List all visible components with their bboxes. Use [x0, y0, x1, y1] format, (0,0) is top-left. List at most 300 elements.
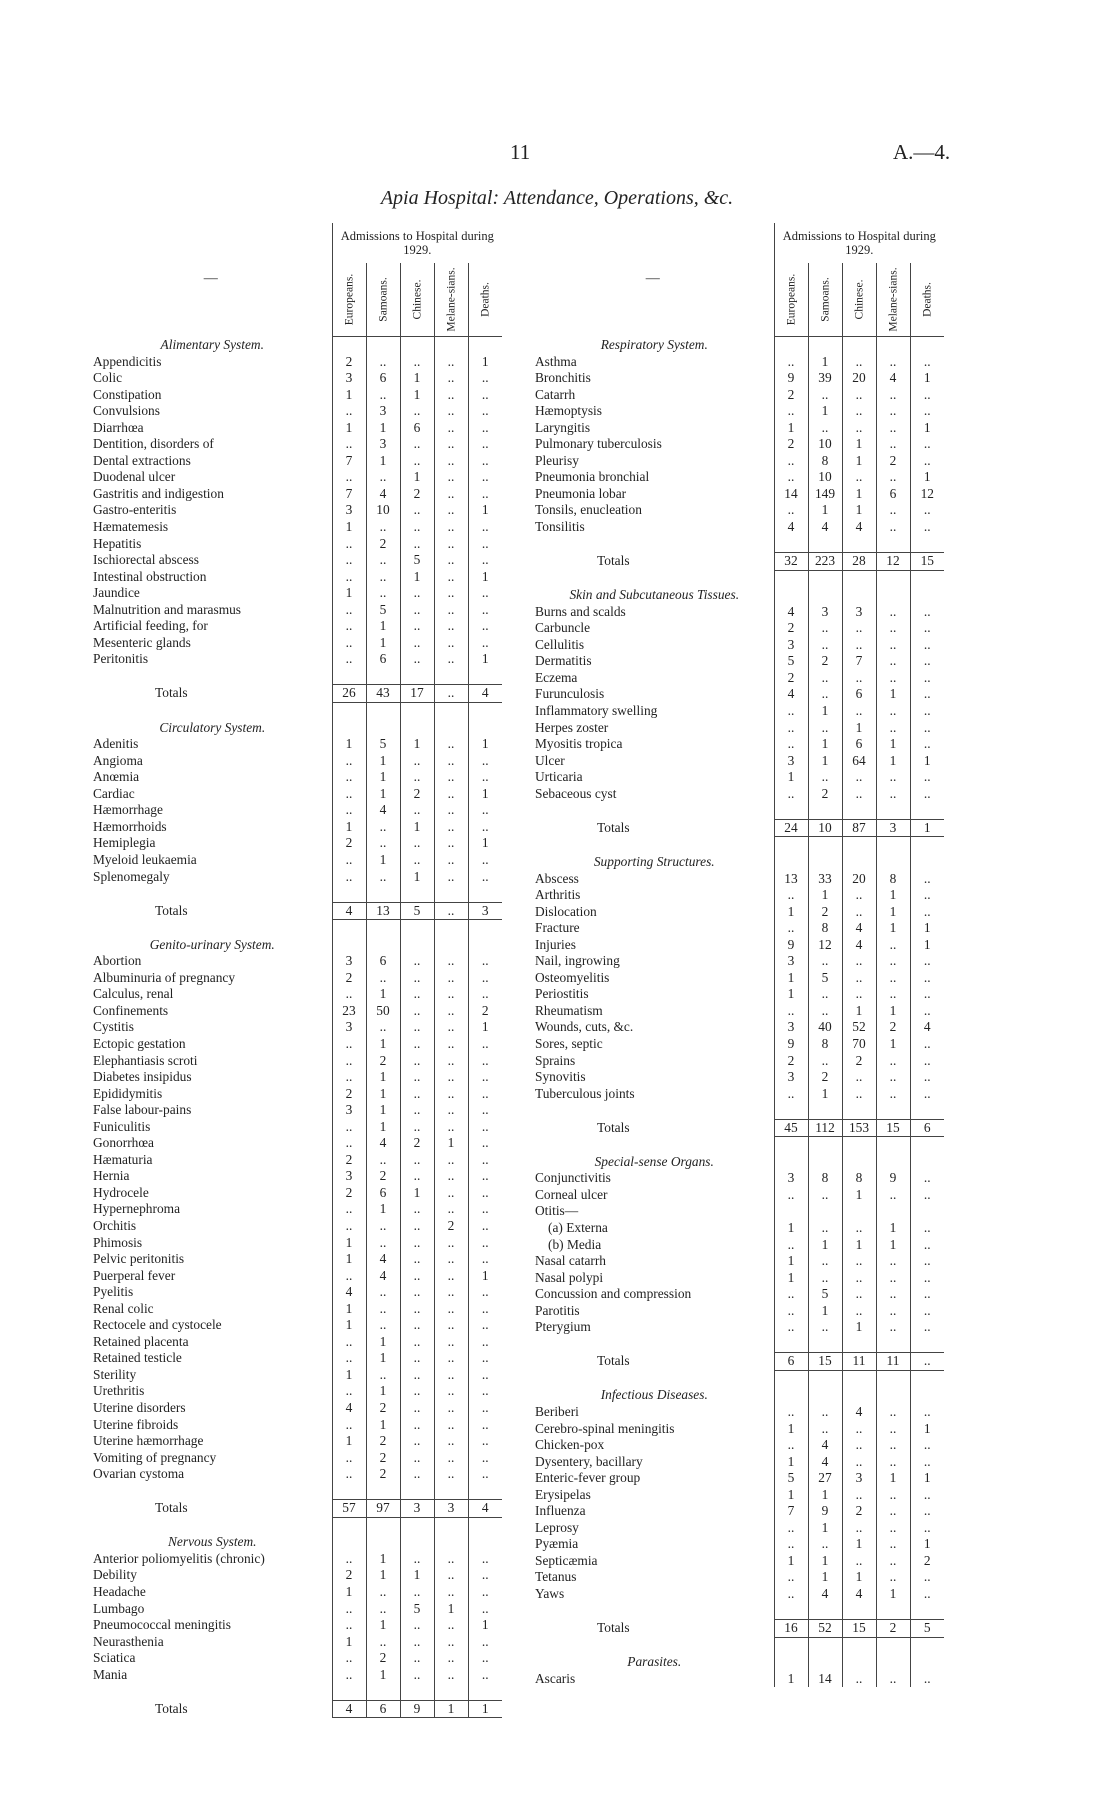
row-label: Splenomegaly [93, 868, 170, 884]
row-label: Hemiplegia [93, 835, 156, 851]
cell-value: 4 [366, 486, 400, 503]
cell-value [876, 1102, 910, 1119]
cell-value: .. [808, 1270, 842, 1287]
cell-value: .. [400, 1201, 434, 1218]
table-row [90, 1201, 502, 1218]
cell-value: .. [468, 602, 502, 619]
cell-value: 1 [332, 387, 366, 404]
cell-value: .. [842, 703, 876, 720]
cell-value: .. [332, 403, 366, 420]
cell-value: .. [400, 1251, 434, 1268]
cell-value: .. [910, 1586, 944, 1603]
cell-value: 15 [842, 1620, 876, 1638]
cell-value: 112 [808, 1119, 842, 1137]
cell-value: 20 [842, 370, 876, 387]
cell-value: 2 [774, 1053, 808, 1070]
cell-value: 4 [468, 685, 502, 703]
cell-value [400, 937, 434, 954]
cell-value: .. [400, 802, 434, 819]
cell-value: 1 [366, 1102, 400, 1119]
cell-value: .. [876, 354, 910, 371]
cell-value [434, 1534, 468, 1551]
cell-value: .. [910, 1187, 944, 1204]
cell-value [876, 1637, 910, 1654]
cell-value [774, 1387, 808, 1404]
cell-value: 13 [774, 871, 808, 888]
spacer-row [90, 1483, 502, 1500]
cell-value: .. [808, 686, 842, 703]
cell-value [910, 854, 944, 871]
section-heading [532, 337, 944, 354]
cell-value: .. [332, 1601, 366, 1618]
cell-value [774, 1654, 808, 1671]
cell-value: 4 [332, 1700, 366, 1718]
row-label: Peritonitis [93, 651, 149, 667]
cell-value: .. [332, 635, 366, 652]
cell-value: 1 [808, 1086, 842, 1103]
cell-value: .. [468, 769, 502, 786]
cell-value: 1 [400, 736, 434, 753]
cell-value: .. [332, 1218, 366, 1235]
cell-value [808, 1137, 842, 1154]
cell-value [842, 587, 876, 604]
cell-value: .. [910, 1237, 944, 1254]
table-row [90, 552, 502, 569]
cell-value: 16 [774, 1620, 808, 1638]
spacer-row [90, 1683, 502, 1700]
cell-value: .. [910, 1220, 944, 1237]
cell-value: .. [434, 403, 468, 420]
spacer-row [532, 1336, 944, 1353]
row-label: Asthma [535, 353, 577, 369]
totals-row [532, 1620, 944, 1638]
cell-value: .. [774, 703, 808, 720]
cell-value [808, 1154, 842, 1171]
cell-value: .. [468, 1317, 502, 1334]
cell-value: .. [434, 869, 468, 886]
cell-value: 9 [400, 1700, 434, 1718]
cell-value [910, 587, 944, 604]
row-label: Diabetes insipidus [93, 1069, 192, 1085]
cell-value [876, 1654, 910, 1671]
cell-value: 4 [774, 519, 808, 536]
cell-value: .. [774, 1569, 808, 1586]
cell-value: 6 [366, 953, 400, 970]
cell-value: .. [434, 469, 468, 486]
cell-value: 1 [876, 1470, 910, 1487]
cell-value: .. [842, 887, 876, 904]
cell-value: .. [876, 1454, 910, 1471]
cell-value: .. [434, 1634, 468, 1651]
spacer-row [90, 1517, 502, 1534]
cell-value: .. [910, 453, 944, 470]
totals-row [90, 1700, 502, 1718]
cell-value: .. [332, 651, 366, 668]
cell-value: .. [910, 786, 944, 803]
cell-value: 1 [876, 887, 910, 904]
cell-value: 20 [842, 871, 876, 888]
cell-value [468, 720, 502, 737]
cell-value: 1 [366, 769, 400, 786]
totals-row [90, 1500, 502, 1518]
cell-value: .. [366, 387, 400, 404]
cell-value [400, 1483, 434, 1500]
table-row [90, 1433, 502, 1450]
section-title: Respiratory System. [600, 336, 708, 352]
table-row [532, 1237, 944, 1254]
cell-value: .. [468, 1201, 502, 1218]
table-row [90, 1350, 502, 1367]
cell-value [876, 337, 910, 354]
cell-value: .. [434, 736, 468, 753]
table-row [90, 1185, 502, 1202]
cell-value: .. [842, 420, 876, 437]
cell-value: 9 [774, 370, 808, 387]
cell-value: 1 [910, 1421, 944, 1438]
cell-value: .. [434, 1069, 468, 1086]
row-label: Lumbago [93, 1600, 145, 1616]
cell-value: 2 [366, 1400, 400, 1417]
cell-value: .. [468, 1301, 502, 1318]
cell-value: .. [400, 403, 434, 420]
cell-value: .. [434, 1617, 468, 1634]
cell-value: .. [808, 1003, 842, 1020]
cell-value: .. [468, 1601, 502, 1618]
cell-value: 3 [332, 953, 366, 970]
cell-value [332, 885, 366, 902]
cell-value [876, 1370, 910, 1387]
cell-value: 7 [332, 453, 366, 470]
cell-value: .. [774, 887, 808, 904]
cell-value: .. [876, 953, 910, 970]
cell-value: .. [842, 970, 876, 987]
table-row [532, 920, 944, 937]
cell-value: 32 [774, 553, 808, 571]
table-row [532, 753, 944, 770]
table-row [532, 1019, 944, 1036]
cell-value: .. [332, 469, 366, 486]
spacer-row [532, 802, 944, 819]
cell-value: .. [400, 1367, 434, 1384]
cell-value: .. [400, 635, 434, 652]
cell-value: 2 [332, 354, 366, 371]
row-label: Rectocele and cystocele [93, 1317, 222, 1333]
cell-value: .. [842, 403, 876, 420]
table-row [90, 1135, 502, 1152]
cell-value: 1 [842, 720, 876, 737]
cell-value [808, 337, 842, 354]
col-deaths: Deaths. [468, 263, 502, 337]
cell-value [910, 802, 944, 819]
cell-value [774, 1154, 808, 1171]
cell-value: 2 [332, 1086, 366, 1103]
cell-value: .. [910, 1303, 944, 1320]
row-label: Osteomyelitis [535, 969, 610, 985]
cell-value: .. [468, 753, 502, 770]
cell-value: .. [400, 1466, 434, 1483]
cell-value: 2 [332, 1185, 366, 1202]
table-row [90, 387, 502, 404]
cell-value: .. [400, 502, 434, 519]
cell-value [842, 1336, 876, 1353]
cell-value: 1 [808, 1487, 842, 1504]
row-label: Gastritis and indigestion [93, 485, 224, 501]
cell-value: .. [910, 1003, 944, 1020]
table-row [532, 604, 944, 621]
cell-value: .. [910, 1404, 944, 1421]
cell-value: 12 [876, 553, 910, 571]
cell-value: 3 [400, 1500, 434, 1518]
cell-value: 1 [808, 1303, 842, 1320]
cell-value: .. [400, 1235, 434, 1252]
row-label: Dental extractions [93, 452, 191, 468]
row-label [90, 920, 332, 937]
cell-value [434, 937, 468, 954]
cell-value: .. [910, 436, 944, 453]
table-row [90, 1235, 502, 1252]
table-row [90, 1036, 502, 1053]
cell-value: .. [434, 1567, 468, 1584]
cell-value: 2 [774, 620, 808, 637]
cell-value: .. [808, 1187, 842, 1204]
cell-value [808, 1603, 842, 1620]
table-row [532, 1253, 944, 1270]
cell-value: .. [434, 420, 468, 437]
section-title: Nervous System. [167, 1534, 257, 1550]
cell-value [332, 937, 366, 954]
cell-value: .. [434, 1400, 468, 1417]
cell-value: 1 [366, 1350, 400, 1367]
section-title: Special-sense Organs. [594, 1153, 714, 1169]
cell-value: 26 [332, 685, 366, 703]
table-row [532, 1086, 944, 1103]
cell-value: 1 [332, 1251, 366, 1268]
row-label: Cellulitis [535, 636, 585, 652]
cell-value: .. [910, 887, 944, 904]
cell-value: 5 [774, 1470, 808, 1487]
row-label: Epididymitis [93, 1085, 163, 1101]
row-label: Renal colic [93, 1300, 154, 1316]
table-row [532, 502, 944, 519]
row-label [532, 837, 774, 854]
section-title: Genito-urinary System. [149, 936, 275, 952]
table-row [90, 1551, 502, 1568]
row-label: Uterine fibroids [93, 1416, 179, 1432]
cell-value: 1 [774, 904, 808, 921]
cell-value [910, 337, 944, 354]
cell-value: .. [332, 1450, 366, 1467]
cell-value [910, 1203, 944, 1220]
cell-value: .. [434, 1152, 468, 1169]
table-row [532, 1404, 944, 1421]
row-label: Ulcer [535, 752, 565, 768]
cell-value: 1 [366, 1201, 400, 1218]
cell-value: .. [876, 1421, 910, 1438]
cell-value [332, 720, 366, 737]
cell-value: 1 [842, 1536, 876, 1553]
cell-value: 1 [808, 354, 842, 371]
cell-value: 1 [332, 819, 366, 836]
cell-value: .. [876, 502, 910, 519]
cell-value [400, 885, 434, 902]
cell-value: .. [400, 769, 434, 786]
cell-value: .. [400, 1400, 434, 1417]
cell-value: .. [366, 1601, 400, 1618]
table-row [532, 1553, 944, 1570]
row-label: Arthritis [535, 887, 581, 903]
cell-value: .. [910, 387, 944, 404]
spacer-row [532, 536, 944, 553]
cell-value: .. [876, 1069, 910, 1086]
cell-value: .. [400, 585, 434, 602]
table-row [90, 1383, 502, 1400]
table-row [90, 1086, 502, 1103]
table-row [90, 1450, 502, 1467]
row-label: Angioma [93, 752, 143, 768]
cell-value: 12 [808, 937, 842, 954]
cell-value: 2 [332, 1567, 366, 1584]
cell-value: 1 [366, 1383, 400, 1400]
table-row [532, 1470, 944, 1487]
cell-value: .. [910, 670, 944, 687]
cell-value [842, 570, 876, 587]
cell-value [332, 668, 366, 685]
cell-value: .. [332, 1417, 366, 1434]
cell-value: .. [910, 604, 944, 621]
table-row [532, 387, 944, 404]
cell-value: .. [774, 736, 808, 753]
table-row [90, 1119, 502, 1136]
cell-value: 3 [774, 1019, 808, 1036]
cell-value: 1 [774, 420, 808, 437]
cell-value: .. [808, 620, 842, 637]
cell-value: .. [468, 1102, 502, 1119]
cell-value: .. [774, 786, 808, 803]
cell-value: .. [468, 1417, 502, 1434]
cell-value [400, 668, 434, 685]
cell-value: 1 [434, 1135, 468, 1152]
row-label: Wounds, cuts, &c. [535, 1019, 634, 1035]
cell-value: 1 [876, 1220, 910, 1237]
cell-value: 4 [842, 1586, 876, 1603]
cell-value: .. [876, 1404, 910, 1421]
cell-value: 1 [400, 1185, 434, 1202]
cell-value: 153 [842, 1119, 876, 1137]
cell-value: 2 [808, 653, 842, 670]
cell-value: 1 [774, 1553, 808, 1570]
cell-value: 3 [468, 902, 502, 920]
row-label: Myositis tropica [535, 736, 623, 752]
row-label: Bronchitis [535, 370, 591, 386]
cell-value: .. [434, 1650, 468, 1667]
row-label: Hydrocele [93, 1184, 149, 1200]
cell-value: 2 [808, 786, 842, 803]
cell-value: .. [434, 618, 468, 635]
cell-value [400, 1517, 434, 1534]
cell-value: .. [910, 904, 944, 921]
cell-value: 2 [332, 970, 366, 987]
cell-value: 1 [332, 1584, 366, 1601]
cell-value [842, 1137, 876, 1154]
cell-value: .. [808, 637, 842, 654]
cell-value: .. [434, 354, 468, 371]
table-row [90, 635, 502, 652]
cell-value: 1 [842, 1187, 876, 1204]
cell-value: .. [468, 1284, 502, 1301]
cell-value: .. [366, 970, 400, 987]
cell-value: 1 [910, 819, 944, 837]
cell-value: 5 [400, 902, 434, 920]
cell-value: .. [366, 585, 400, 602]
row-label: Cerebro-spinal meningitis [535, 1420, 675, 1436]
cell-value: .. [910, 1286, 944, 1303]
cell-value: 6 [842, 736, 876, 753]
col-europeans: Europeans. [332, 263, 366, 337]
row-label: Hypernephroma [93, 1201, 181, 1217]
cell-value [468, 885, 502, 902]
cell-value: .. [468, 486, 502, 503]
cell-value: 3 [876, 819, 910, 837]
cell-value: .. [910, 1086, 944, 1103]
cell-value: .. [400, 1019, 434, 1036]
cell-value: .. [910, 1319, 944, 1336]
cell-value: .. [910, 1053, 944, 1070]
cell-value: .. [808, 769, 842, 786]
cell-value: .. [468, 1667, 502, 1684]
cell-value: 3 [332, 1102, 366, 1119]
cell-value [910, 1370, 944, 1387]
cell-value: .. [842, 1270, 876, 1287]
cell-value [910, 1102, 944, 1119]
cell-value: .. [434, 986, 468, 1003]
cell-value: 8 [808, 1036, 842, 1053]
row-label: Tetanus [535, 1569, 577, 1585]
row-label: Uterine disorders [93, 1400, 186, 1415]
cell-value: 2 [400, 1135, 434, 1152]
cell-value: .. [468, 370, 502, 387]
cell-value [366, 1517, 400, 1534]
row-label: Dislocation [535, 903, 597, 919]
cell-value: .. [434, 1584, 468, 1601]
cell-value: .. [366, 869, 400, 886]
cell-value: 1 [400, 370, 434, 387]
cell-value: 97 [366, 1500, 400, 1518]
cell-value: .. [400, 1218, 434, 1235]
cell-value: .. [434, 1350, 468, 1367]
table-row [90, 753, 502, 770]
cell-value [842, 536, 876, 553]
cell-value: 3 [332, 502, 366, 519]
cell-value [910, 1637, 944, 1654]
cell-value: 1 [366, 786, 400, 803]
cell-value: .. [332, 552, 366, 569]
cell-value: 2 [332, 1152, 366, 1169]
cell-value: .. [876, 653, 910, 670]
cell-value: 1 [774, 769, 808, 786]
cell-value: .. [842, 986, 876, 1003]
cell-value: 6 [366, 651, 400, 668]
spacer-row [90, 703, 502, 720]
cell-value: .. [468, 420, 502, 437]
row-label: Ectopic gestation [93, 1035, 186, 1051]
row-label: Urethritis [93, 1383, 145, 1399]
cell-value: 4 [366, 1251, 400, 1268]
cell-value [808, 1637, 842, 1654]
row-label [90, 1483, 332, 1500]
cell-value: 1 [332, 1367, 366, 1384]
cell-value: 1 [366, 1667, 400, 1684]
row-label: Sebaceous cyst [535, 785, 617, 801]
